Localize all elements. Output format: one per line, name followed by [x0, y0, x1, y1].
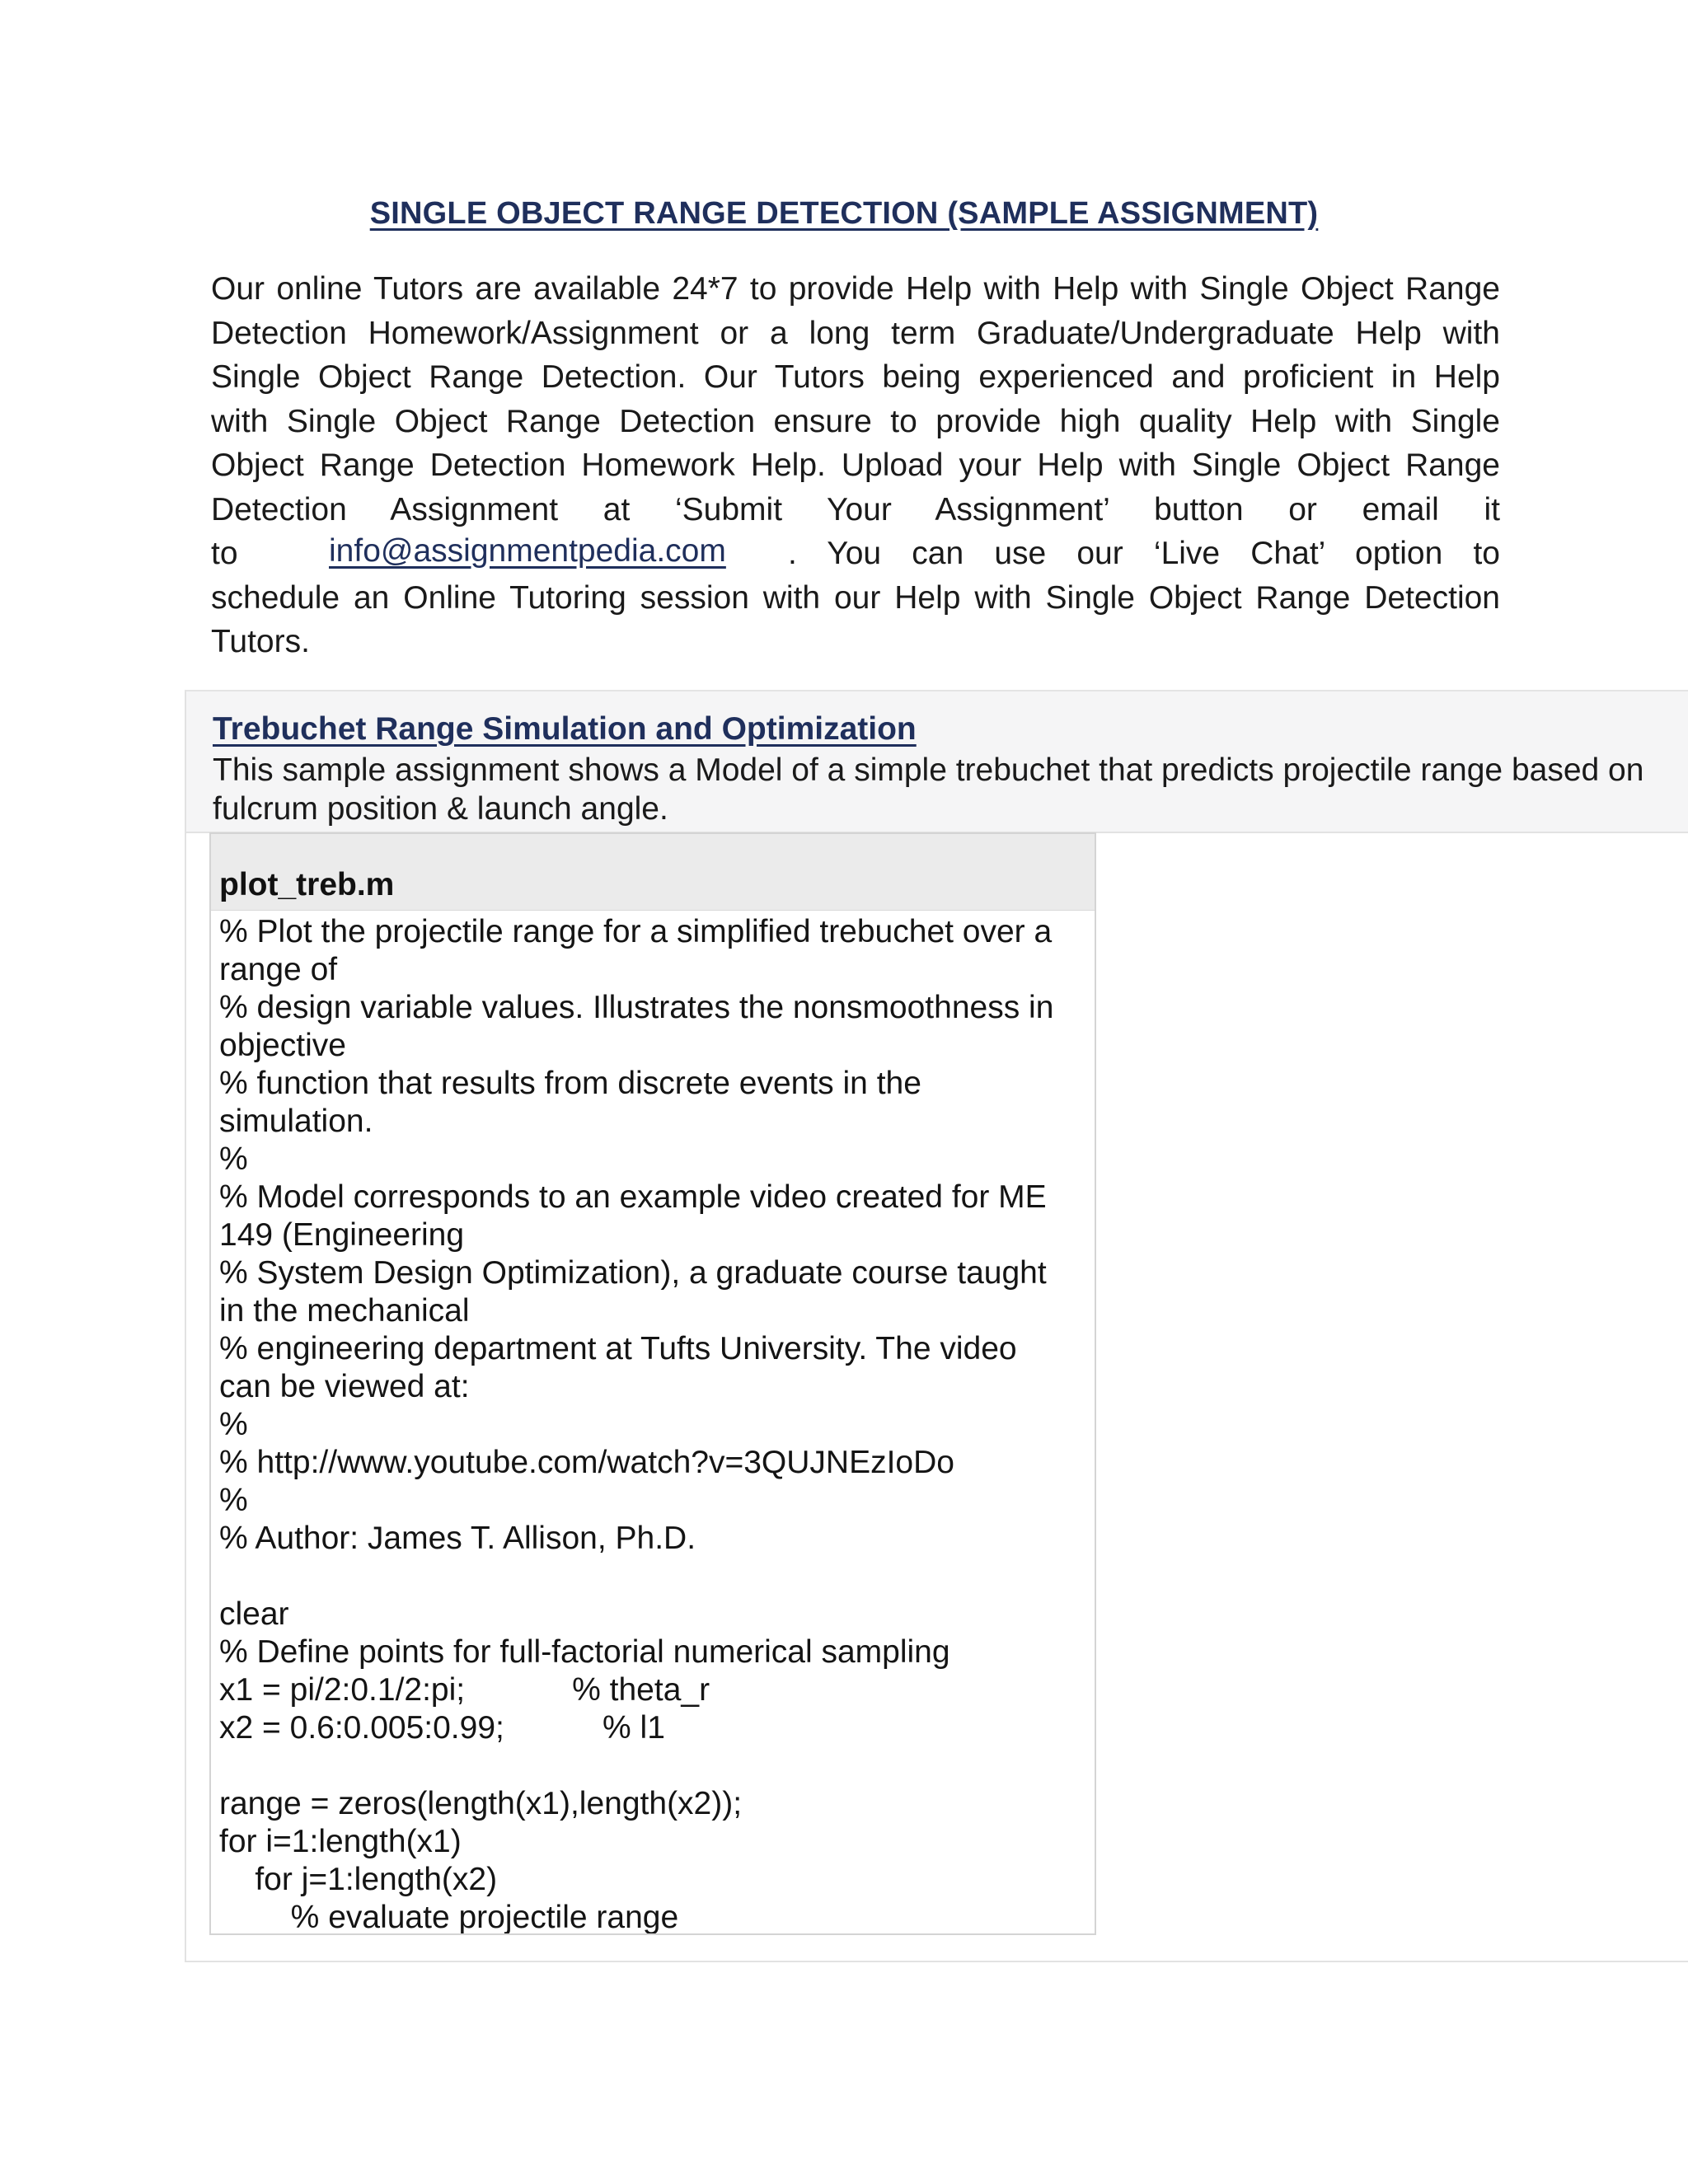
- code-line: % System Design Optimization), a graduate course taught: [219, 1255, 1047, 1291]
- code-line: %: [219, 1407, 248, 1442]
- code-line: range of: [219, 952, 338, 987]
- sample-description: This sample assignment shows a Model of a simple trebuchet that predicts projectile range based on fulcrum position & launch angle.: [213, 752, 1644, 827]
- intro-after-email: . You can use our ‘Live Chat’ option to: [788, 536, 1500, 571]
- email-link[interactable]: info@assignmentpedia.com: [329, 533, 726, 569]
- code-body: [219, 913, 1085, 1935]
- intro-line-7: [211, 532, 1500, 576]
- sample-title-link[interactable]: Trebuchet Range Simulation and Optimization: [213, 711, 917, 747]
- intro-line-5: Object Range Detection Homework Help. Upload your Help with Single Object Range: [211, 448, 1500, 483]
- code-line: % Define points for full-factorial numerical sampling: [219, 1634, 950, 1670]
- intro-line-1: Our online Tutors are available 24*7 to provide Help with Help with Single Object Range: [211, 271, 1500, 307]
- intro-line-9: schedule an Online Tutoring session with our Help with Single Object Range Detection: [211, 579, 1500, 616]
- code-line: simulation.: [219, 1104, 373, 1139]
- code-line: 149 (Engineering: [219, 1217, 465, 1253]
- code-line: x1 = pi/2:0.1/2:pi; % theta_r: [219, 1672, 710, 1708]
- code-line: % design variable values. Illustrates the nonsmoothness in: [219, 990, 1054, 1025]
- code-filename: plot_treb.m: [219, 867, 395, 902]
- code-line: in the mechanical: [219, 1293, 470, 1329]
- intro-to-word: to: [211, 536, 238, 571]
- intro-line-3: Single Object Range Detection. Our Tutors being experienced and proficient in Help: [211, 359, 1500, 395]
- code-line: % engineering department at Tufts University. The video: [219, 1331, 1017, 1366]
- code-line: % evaluate projectile range: [219, 1900, 679, 1935]
- page-title: SINGLE OBJECT RANGE DETECTION (SAMPLE ASSIGNMENT): [369, 196, 1319, 231]
- code-line: x2 = 0.6:0.005:0.99; % l1: [219, 1710, 665, 1746]
- code-line: [219, 1747, 1085, 1785]
- intro-line-6: Detection Assignment at ‘Submit Your Assignment’ button or email it: [211, 491, 1500, 527]
- code-line: clear: [219, 1596, 289, 1632]
- code-line: %: [219, 1141, 248, 1177]
- code-card: [209, 832, 1096, 1935]
- code-line: can be viewed at:: [219, 1369, 470, 1404]
- code-line: % http://www.youtube.com/watch?v=3QUJNEzIoDo: [219, 1445, 954, 1480]
- code-line: for j=1:length(x2): [219, 1862, 498, 1897]
- code-line: % function that results from discrete events in the: [219, 1066, 921, 1101]
- code-line: % Plot the projectile range for a simplified trebuchet over a: [219, 914, 1053, 949]
- code-line: objective: [219, 1028, 346, 1063]
- code-line: [219, 1558, 1085, 1596]
- code-card-header: [211, 834, 1095, 911]
- code-line: for i=1:length(x1): [219, 1824, 462, 1859]
- sample-header: [186, 691, 1688, 833]
- intro-line-2: Detection Homework/Assignment or a long term Graduate/Undergraduate Help with: [211, 315, 1500, 351]
- code-line: % Model corresponds to an example video created for ME: [219, 1179, 1047, 1215]
- intro-line-10: Tutors.: [211, 624, 310, 659]
- intro-paragraph: [211, 267, 1500, 664]
- code-line: % Author: James T. Allison, Ph.D.: [219, 1521, 696, 1556]
- code-line: range = zeros(length(x1),length(x2));: [219, 1786, 743, 1821]
- code-line: %: [219, 1483, 248, 1518]
- intro-line-4: with Single Object Range Detection ensure to provide high quality Help with Single: [211, 403, 1500, 439]
